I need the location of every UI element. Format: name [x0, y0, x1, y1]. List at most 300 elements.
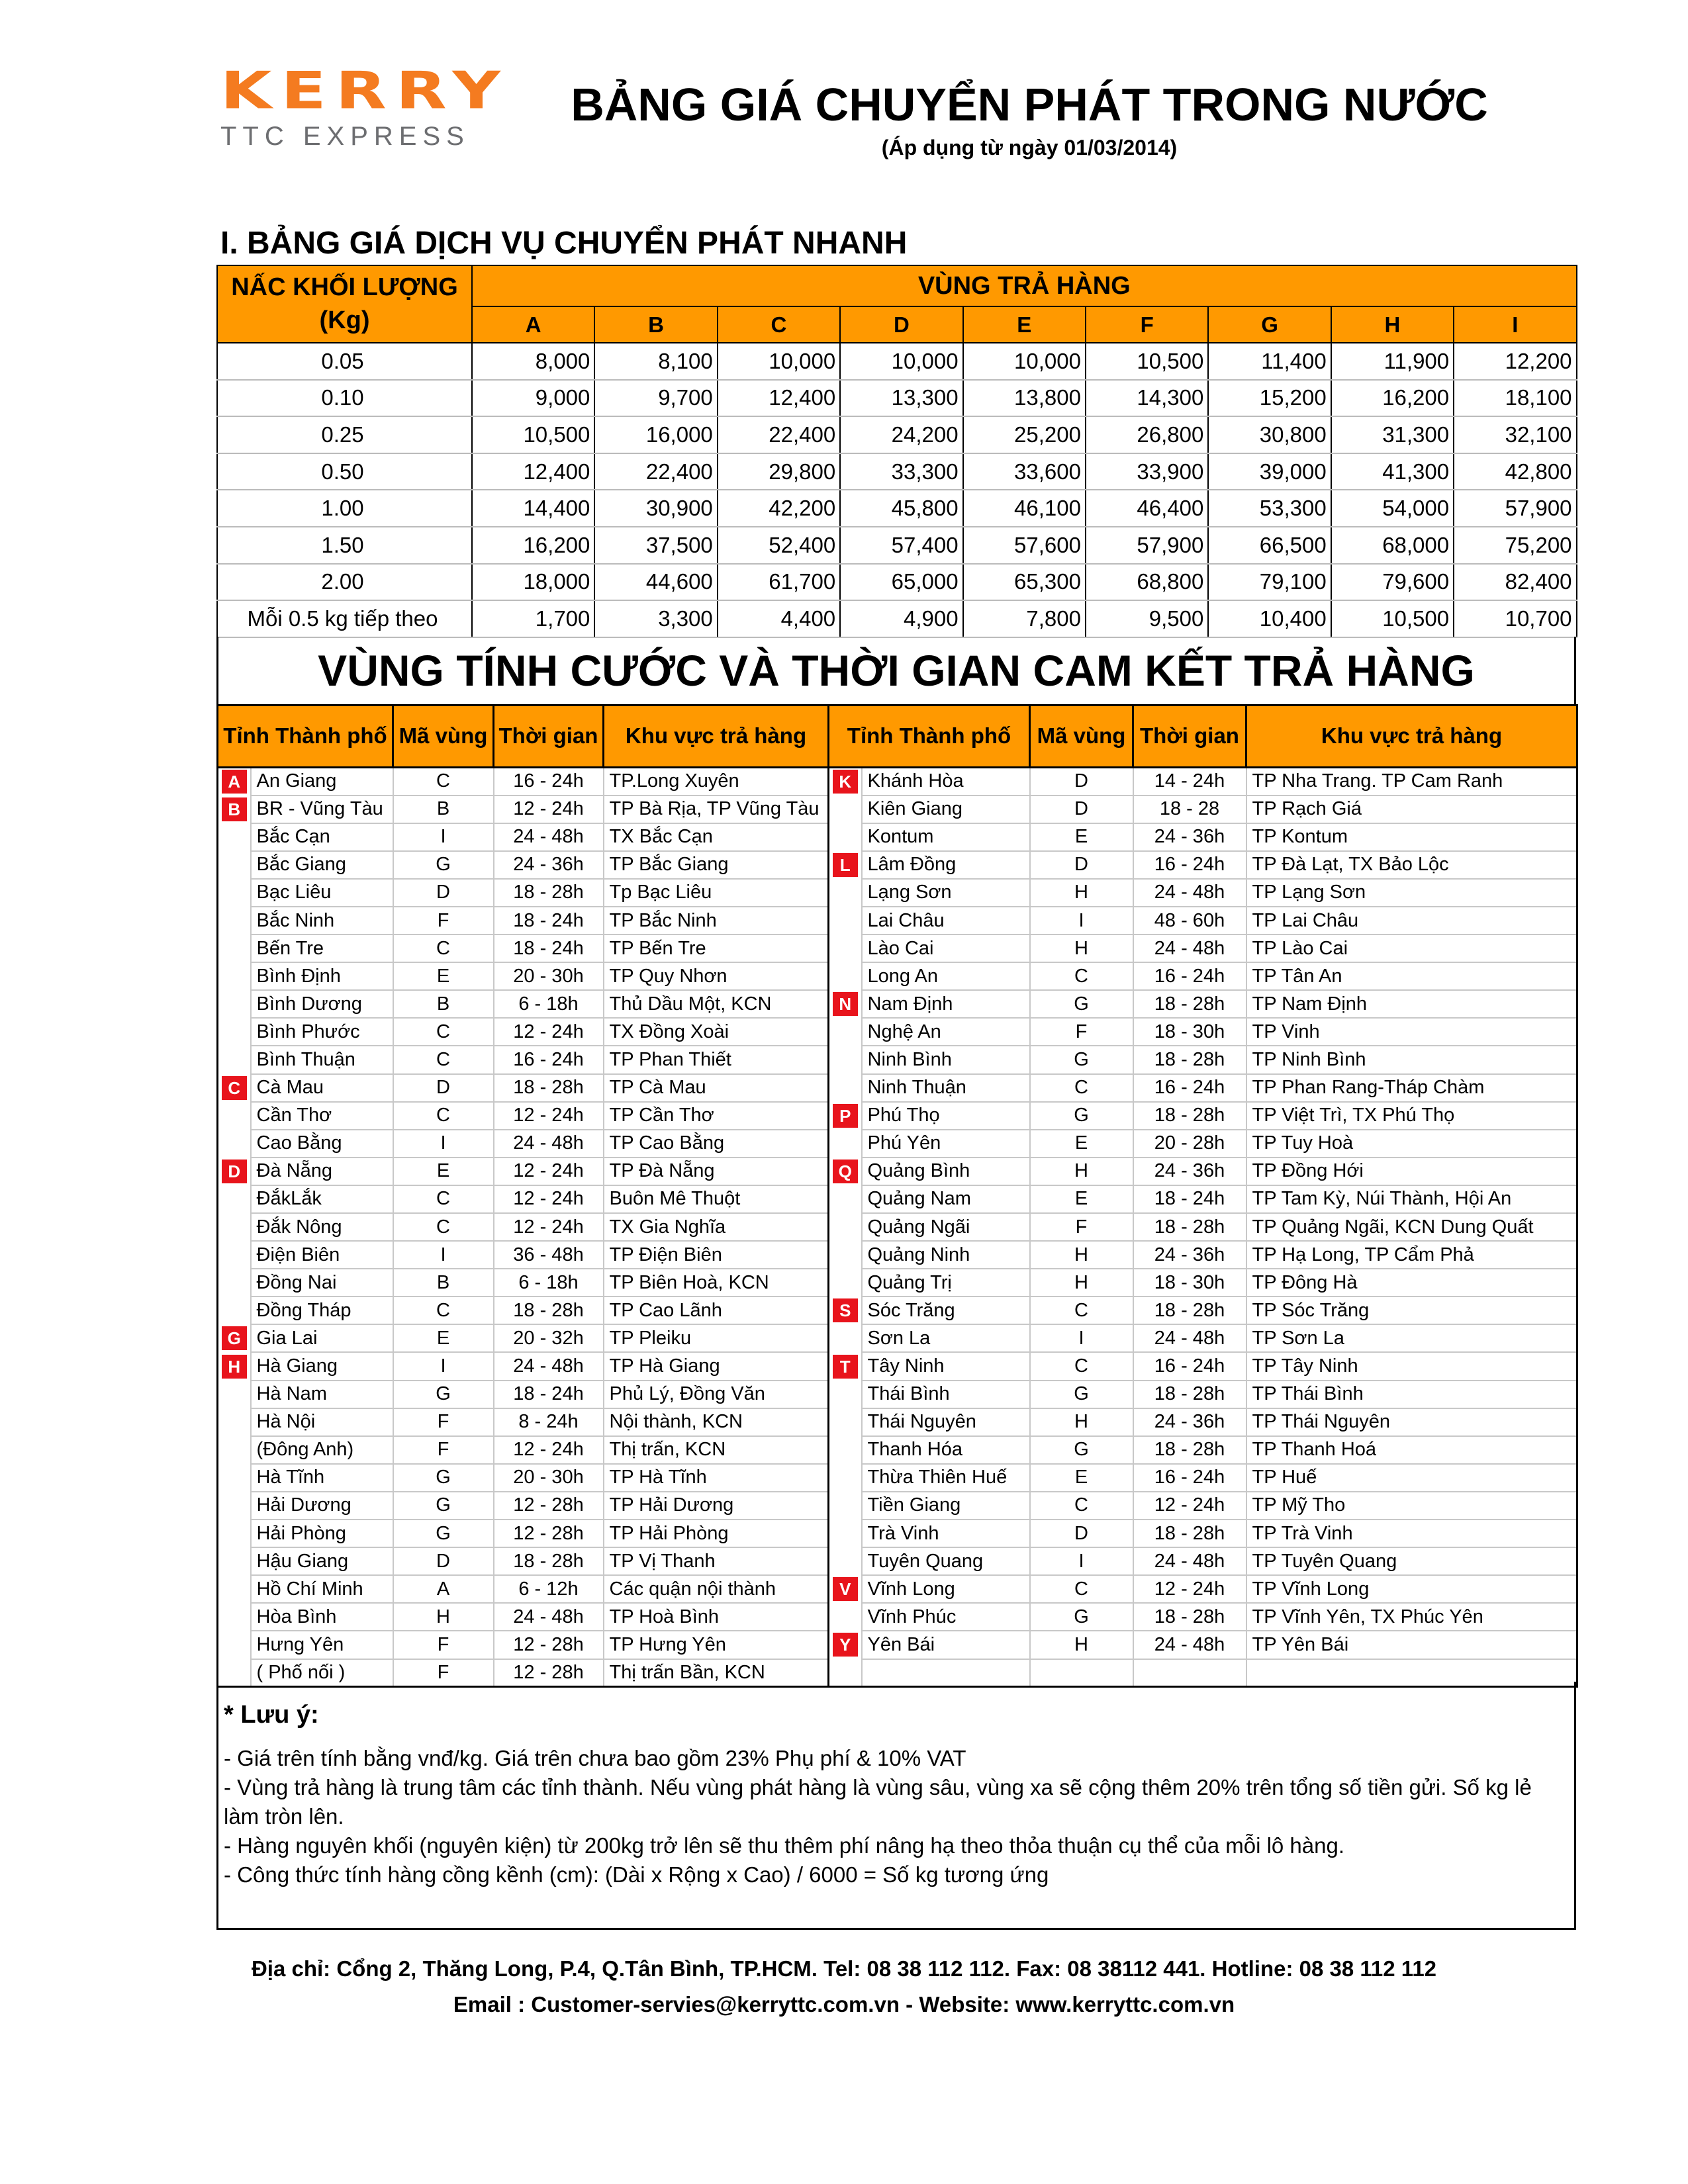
zone-code-cell: H — [1030, 1269, 1133, 1297]
delivery-area-cell: TP.Long Xuyên — [604, 768, 829, 796]
price-cell: 79,600 — [1331, 564, 1454, 601]
province-cell: Hà Tĩnh — [251, 1464, 393, 1492]
table-row — [218, 879, 1577, 907]
delivery-time-cell: 18 - 28h — [1133, 990, 1246, 1018]
letter-cell — [829, 1492, 862, 1520]
delivery-area-cell: TX Gia Nghĩa — [604, 1213, 829, 1241]
delivery-time-cell: 24 - 48h — [1133, 1547, 1246, 1575]
letter-cell — [218, 934, 251, 962]
table-row — [218, 934, 1577, 962]
province-cell: An Giang — [251, 768, 393, 796]
weight-cell: 0.10 — [217, 380, 472, 417]
delivery-time-cell: 12 - 28h — [494, 1631, 604, 1659]
price-cell: 18,000 — [472, 564, 594, 601]
zone-code-cell: I — [393, 1241, 494, 1269]
zone-code-cell: F — [393, 1436, 494, 1464]
delivery-area-cell: TP Vị Thanh — [604, 1547, 829, 1575]
province-cell: Thừa Thiên Huế — [862, 1464, 1030, 1492]
delivery-time-cell: 18 - 24h — [494, 934, 604, 962]
delivery-time-cell: 12 - 24h — [494, 796, 604, 823]
delivery-time-cell: 20 - 30h — [494, 1464, 604, 1492]
price-row — [217, 380, 1577, 417]
letter-badge: T — [833, 1355, 858, 1379]
price-row — [217, 453, 1577, 490]
zone-code-cell: D — [1030, 796, 1133, 823]
letter-cell — [218, 1130, 251, 1158]
delivery-time-cell: 24 - 48h — [494, 1130, 604, 1158]
price-cell: 57,900 — [1086, 527, 1208, 564]
price-cell: 57,400 — [840, 527, 962, 564]
letter-cell — [218, 1185, 251, 1213]
zone-code-cell: I — [393, 823, 494, 851]
letter-cell — [829, 1185, 862, 1213]
delivery-time-cell: 12 - 24h — [1133, 1575, 1246, 1603]
zone-code-cell: H — [1030, 1631, 1133, 1659]
delivery-area-cell: TP Hạ Long, TP Cẩm Phả — [1246, 1241, 1577, 1269]
province-cell: Lai Châu — [862, 907, 1030, 934]
delivery-time-cell: 14 - 24h — [1133, 768, 1246, 796]
delivery-time-cell: 16 - 24h — [494, 1046, 604, 1073]
table-row — [218, 1575, 1577, 1603]
zone-code-cell: I — [1030, 1324, 1133, 1352]
province-cell: Long An — [862, 962, 1030, 990]
zone-code-cell: H — [1030, 1408, 1133, 1436]
zone-code-cell: C — [393, 1018, 494, 1046]
delivery-time-cell: 18 - 24h — [494, 1381, 604, 1408]
zone-code-cell: C — [1030, 1352, 1133, 1380]
zone-table-header: Thời gian — [1133, 705, 1246, 768]
delivery-time-cell: 12 - 24h — [494, 1018, 604, 1046]
table-row — [218, 1408, 1577, 1436]
letter-cell — [829, 1464, 862, 1492]
province-cell: Khánh Hòa — [862, 768, 1030, 796]
province-cell: Hải Phòng — [251, 1520, 393, 1547]
delivery-area-cell: TP Lai Châu — [1246, 907, 1577, 934]
price-cell: 46,400 — [1086, 490, 1208, 527]
letter-cell — [218, 879, 251, 907]
delivery-area-cell: TP Tân An — [1246, 962, 1577, 990]
kerry-logo — [220, 60, 512, 152]
letter-cell — [218, 1046, 251, 1073]
zone-code-cell: H — [393, 1603, 494, 1631]
price-row — [217, 416, 1577, 453]
zone-table — [216, 704, 1578, 1688]
zone-code-cell: I — [393, 1130, 494, 1158]
delivery-area-cell: TP Đồng Hới — [1246, 1158, 1577, 1185]
zone-code-cell: H — [1030, 1241, 1133, 1269]
page-title: BẢNG GIÁ CHUYỂN PHÁT TRONG NƯỚC — [571, 79, 1488, 130]
province-cell: Điện Biên — [251, 1241, 393, 1269]
delivery-area-cell: TP Hà Tĩnh — [604, 1464, 829, 1492]
weight-cell: 0.50 — [217, 453, 472, 490]
zone-code-cell: G — [393, 1464, 494, 1492]
province-cell: ĐắkLắk — [251, 1185, 393, 1213]
note-item: - Giá trên tính bằng vnđ/kg. Giá trên chưa bao gồm 23% Phụ phí & 10% VAT — [224, 1746, 966, 1770]
delivery-area-cell: TP Lạng Sơn — [1246, 879, 1577, 907]
letter-cell — [218, 962, 251, 990]
delivery-time-cell: 18 - 30h — [1133, 1018, 1246, 1046]
table-row — [218, 1381, 1577, 1408]
delivery-time-cell: 18 - 28h — [494, 1297, 604, 1324]
zone-code-cell: E — [1030, 1130, 1133, 1158]
zone-code-cell: E — [1030, 823, 1133, 851]
delivery-area-cell: TP Ninh Bình — [1246, 1046, 1577, 1073]
zone-code-cell: G — [1030, 1603, 1133, 1631]
delivery-time-cell: 24 - 36h — [1133, 1408, 1246, 1436]
zone-table-header: Tỉnh Thành phố — [218, 705, 393, 768]
province-cell: Cao Bằng — [251, 1130, 393, 1158]
price-cell: 1,700 — [472, 600, 594, 637]
price-cell: 29,800 — [718, 453, 840, 490]
zone-code-cell: F — [393, 1631, 494, 1659]
province-cell: Quảng Ngãi — [862, 1213, 1030, 1241]
letter-cell — [829, 1381, 862, 1408]
letter-cell — [829, 1130, 862, 1158]
province-cell: Quảng Nam — [862, 1185, 1030, 1213]
delivery-area-cell: TP Bắc Ninh — [604, 907, 829, 934]
province-cell: Đà Nẵng — [251, 1158, 393, 1185]
province-cell: Ninh Bình — [862, 1046, 1030, 1073]
price-cell: 10,500 — [1331, 600, 1454, 637]
table-row — [218, 1102, 1577, 1130]
zone-F: F — [1086, 306, 1208, 343]
letter-cell — [829, 1046, 862, 1073]
province-cell: Tây Ninh — [862, 1352, 1030, 1380]
zone-code-cell: G — [1030, 1381, 1133, 1408]
delivery-time-cell: 12 - 28h — [494, 1520, 604, 1547]
price-row — [217, 564, 1577, 601]
delivery-time-cell: 6 - 18h — [494, 1269, 604, 1297]
delivery-time-cell: 16 - 24h — [1133, 851, 1246, 879]
delivery-area-cell: TP Cao Bằng — [604, 1130, 829, 1158]
zone-code-cell: I — [393, 1352, 494, 1380]
zone-code-cell: G — [1030, 990, 1133, 1018]
weight-cell: 1.00 — [217, 490, 472, 527]
price-cell: 14,300 — [1086, 380, 1208, 417]
delivery-area-cell: TP Huế — [1246, 1464, 1577, 1492]
zone-code-cell: I — [1030, 1547, 1133, 1575]
price-cell: 7,800 — [963, 600, 1086, 637]
delivery-time-cell: 24 - 48h — [1133, 879, 1246, 907]
zone-code-cell: G — [1030, 1102, 1133, 1130]
table-row — [218, 962, 1577, 990]
delivery-time-cell: 18 - 24h — [1133, 1185, 1246, 1213]
delivery-time-cell: 36 - 48h — [494, 1241, 604, 1269]
price-cell: 9,700 — [594, 380, 717, 417]
province-cell: Thanh Hóa — [862, 1436, 1030, 1464]
weight-header: NẤC KHỐI LƯỢNG (Kg) — [217, 265, 472, 343]
price-cell: 65,300 — [963, 564, 1086, 601]
zone-I: I — [1454, 306, 1576, 343]
delivery-time-cell: 24 - 36h — [1133, 1241, 1246, 1269]
zone-code-cell: F — [1030, 1018, 1133, 1046]
table-row — [218, 1297, 1577, 1324]
delivery-time-cell: 18 - 28h — [1133, 1046, 1246, 1073]
province-cell: Hà Nội — [251, 1408, 393, 1436]
zone-code-cell: G — [393, 1520, 494, 1547]
price-cell: 30,900 — [594, 490, 717, 527]
delivery-area-cell: Các quận nội thành — [604, 1575, 829, 1603]
delivery-area-cell: TX Đồng Xoài — [604, 1018, 829, 1046]
letter-cell — [218, 1213, 251, 1241]
price-cell: 10,000 — [718, 343, 840, 380]
price-cell: 39,000 — [1208, 453, 1331, 490]
zone-code-cell: G — [393, 1381, 494, 1408]
letter-cell — [218, 1631, 251, 1659]
table-row — [218, 1130, 1577, 1158]
letter-cell — [218, 1436, 251, 1464]
letter-cell — [829, 934, 862, 962]
delivery-area-cell: Tp Bạc Liêu — [604, 879, 829, 907]
delivery-time-cell: 18 - 28h — [494, 1547, 604, 1575]
delivery-time-cell: 18 - 24h — [494, 907, 604, 934]
price-cell: 68,800 — [1086, 564, 1208, 601]
zone-table-header: Mã vùng — [1030, 705, 1133, 768]
province-cell: (Đông Anh) — [251, 1436, 393, 1464]
delivery-area-cell: TP Hải Dương — [604, 1492, 829, 1520]
zone-code-cell: C — [1030, 962, 1133, 990]
zone-code-cell: C — [1030, 1492, 1133, 1520]
province-cell: Bình Dương — [251, 990, 393, 1018]
delivery-area-cell: TP Thái Nguyên — [1246, 1408, 1577, 1436]
zone-code-cell: C — [1030, 1575, 1133, 1603]
price-cell: 68,000 — [1331, 527, 1454, 564]
price-cell: 12,400 — [472, 453, 594, 490]
zone-E: E — [963, 306, 1086, 343]
province-cell: Vĩnh Long — [862, 1575, 1030, 1603]
table-row — [218, 823, 1577, 851]
price-cell: 10,400 — [1208, 600, 1331, 637]
delivery-time-cell: 18 - 28h — [1133, 1213, 1246, 1241]
letter-badge: L — [833, 853, 858, 877]
letter-cell — [218, 1520, 251, 1547]
delivery-time-cell: 18 - 28h — [494, 879, 604, 907]
delivery-time-cell: 12 - 28h — [494, 1492, 604, 1520]
zone-code-cell: C — [393, 1046, 494, 1073]
delivery-area-cell: Buôn Mê Thuột — [604, 1185, 829, 1213]
letter-cell — [218, 823, 251, 851]
zone-code-cell: H — [1030, 879, 1133, 907]
delivery-area-cell: TP Phan Thiết — [604, 1046, 829, 1073]
letter-cell — [829, 851, 862, 879]
table-row — [218, 1241, 1577, 1269]
province-cell: Trà Vinh — [862, 1520, 1030, 1547]
delivery-area-cell: TP Rạch Giá — [1246, 796, 1577, 823]
zone-code-cell: E — [393, 962, 494, 990]
zone-code-cell: G — [1030, 1436, 1133, 1464]
price-cell: 4,400 — [718, 600, 840, 637]
delivery-area-cell: TP Việt Trì, TX Phú Thọ — [1246, 1102, 1577, 1130]
zone-table-header: Mã vùng — [393, 705, 494, 768]
effective-date: (Áp dụng từ ngày 01/03/2014) — [881, 136, 1178, 159]
zone-code-cell: E — [1030, 1185, 1133, 1213]
province-cell: Hà Giang — [251, 1352, 393, 1380]
letter-cell — [829, 907, 862, 934]
province-cell: Quảng Trị — [862, 1269, 1030, 1297]
weight-cell: 2.00 — [217, 564, 472, 601]
delivery-area-cell: TP Bà Rịa, TP Vũng Tàu — [604, 796, 829, 823]
letter-badge: D — [222, 1160, 247, 1183]
delivery-time-cell: 18 - 28h — [1133, 1102, 1246, 1130]
letter-cell — [218, 768, 251, 796]
delivery-time-cell: 18 - 28h — [1133, 1381, 1246, 1408]
province-cell: Đắk Nông — [251, 1213, 393, 1241]
delivery-time-cell: 24 - 48h — [1133, 934, 1246, 962]
letter-badge: G — [222, 1326, 247, 1350]
zone-code-cell: G — [1030, 1046, 1133, 1073]
delivery-time-cell: 24 - 48h — [494, 1352, 604, 1380]
delivery-area-cell: TP Tam Kỳ, Núi Thành, Hội An — [1246, 1185, 1577, 1213]
letter-cell — [829, 1324, 862, 1352]
table-row — [218, 1492, 1577, 1520]
letter-cell — [218, 907, 251, 934]
letter-cell — [218, 1324, 251, 1352]
letter-badge: C — [222, 1076, 247, 1100]
zone-code-cell: F — [393, 1408, 494, 1436]
footer-address: Địa chỉ: Cổng 2, Thăng Long, P.4, Q.Tân Bình, TP.HCM. Tel: 08 38 112 112. Fax: 08 38112 441. Hotline: 08 38 112 112 — [251, 1956, 1437, 1981]
delivery-time-cell: 20 - 30h — [494, 962, 604, 990]
price-cell: 66,500 — [1208, 527, 1331, 564]
delivery-time-cell: 20 - 28h — [1133, 1130, 1246, 1158]
delivery-area-cell: TX Bắc Cạn — [604, 823, 829, 851]
delivery-area-cell: TP Đà Lạt, TX Bảo Lộc — [1246, 851, 1577, 879]
delivery-area-cell: TP Bắc Giang — [604, 851, 829, 879]
weight-cell: 1.50 — [217, 527, 472, 564]
province-cell: Lâm Đồng — [862, 851, 1030, 879]
province-cell: Hưng Yên — [251, 1631, 393, 1659]
price-cell: 15,200 — [1208, 380, 1331, 417]
letter-cell — [829, 1575, 862, 1603]
province-cell: Đồng Nai — [251, 1269, 393, 1297]
zone-D: D — [840, 306, 962, 343]
zone-code-cell: D — [393, 1074, 494, 1102]
table-row — [218, 907, 1577, 934]
delivery-area-cell: TP Sóc Trăng — [1246, 1297, 1577, 1324]
letter-cell — [218, 1575, 251, 1603]
zone-code-cell: D — [393, 879, 494, 907]
weight-cell: Mỗi 0.5 kg tiếp theo — [217, 600, 472, 637]
delivery-time-cell: 24 - 48h — [1133, 1324, 1246, 1352]
zone-code-cell: H — [1030, 934, 1133, 962]
delivery-time-cell: 24 - 48h — [494, 823, 604, 851]
delivery-time-cell: 24 - 48h — [1133, 1631, 1246, 1659]
price-cell: 82,400 — [1454, 564, 1576, 601]
province-cell: Hà Nam — [251, 1381, 393, 1408]
province-cell: Cần Thơ — [251, 1102, 393, 1130]
letter-badge: V — [833, 1577, 858, 1601]
notes — [216, 1682, 1576, 1930]
delivery-area-cell: TP Nam Định — [1246, 990, 1577, 1018]
price-cell: 10,500 — [472, 416, 594, 453]
price-cell: 57,600 — [963, 527, 1086, 564]
letter-cell — [829, 1520, 862, 1547]
price-cell: 9,000 — [472, 380, 594, 417]
delivery-time-cell: 6 - 18h — [494, 990, 604, 1018]
price-cell: 8,100 — [594, 343, 717, 380]
province-cell: Vĩnh Phúc — [862, 1603, 1030, 1631]
table-row — [218, 1018, 1577, 1046]
price-cell: 79,100 — [1208, 564, 1331, 601]
delivery-area-cell: TP Vĩnh Long — [1246, 1575, 1577, 1603]
province-cell: Nam Định — [862, 990, 1030, 1018]
delivery-area-cell: Thị trấn Bần, KCN — [604, 1659, 829, 1687]
zone-table-header: Thời gian — [494, 705, 604, 768]
price-cell: 10,700 — [1454, 600, 1576, 637]
zone-code-cell: A — [393, 1575, 494, 1603]
table-row — [218, 1324, 1577, 1352]
delivery-time-cell: 48 - 60h — [1133, 907, 1246, 934]
price-cell: 41,300 — [1331, 453, 1454, 490]
province-cell: Bình Định — [251, 962, 393, 990]
table-row — [218, 1185, 1577, 1213]
delivery-area-cell: TP Sơn La — [1246, 1324, 1577, 1352]
price-cell: 10,500 — [1086, 343, 1208, 380]
price-cell: 12,400 — [718, 380, 840, 417]
delivery-time-cell: 16 - 24h — [1133, 1352, 1246, 1380]
zone-table-header: Tỉnh Thành phố — [829, 705, 1030, 768]
zone-code-cell: C — [393, 1213, 494, 1241]
delivery-time-cell: 12 - 24h — [1133, 1492, 1246, 1520]
price-cell: 44,600 — [594, 564, 717, 601]
table-row — [218, 1352, 1577, 1380]
delivery-time-cell: 16 - 24h — [1133, 962, 1246, 990]
zone-code-cell: F — [393, 1659, 494, 1687]
province-cell: Hậu Giang — [251, 1547, 393, 1575]
table-row — [218, 1074, 1577, 1102]
table-row — [218, 990, 1577, 1018]
zone-code-cell: C — [393, 1185, 494, 1213]
letter-cell — [829, 1631, 862, 1659]
letter-cell — [829, 1436, 862, 1464]
province-cell: Hòa Bình — [251, 1603, 393, 1631]
letter-badge: Q — [833, 1160, 858, 1183]
price-cell: 42,800 — [1454, 453, 1576, 490]
letter-cell — [829, 1074, 862, 1102]
delivery-time-cell: 24 - 36h — [494, 851, 604, 879]
footer — [0, 1951, 1688, 2023]
price-cell: 4,900 — [840, 600, 962, 637]
price-cell: 14,400 — [472, 490, 594, 527]
letter-cell — [829, 768, 862, 796]
zone-C: C — [718, 306, 840, 343]
letter-cell — [829, 1603, 862, 1631]
letter-cell — [829, 1158, 862, 1185]
delivery-time-cell: 6 - 12h — [494, 1575, 604, 1603]
letter-cell — [218, 1018, 251, 1046]
delivery-area-cell: TP Vĩnh Yên, TX Phúc Yên — [1246, 1603, 1577, 1631]
note-item: - Vùng trả hàng là trung tâm các tỉnh thành. Nếu vùng phát hàng là vùng sâu, vùng xa sẽ cộng thêm 20% trên tổng số tiền gửi. Số kg lẻ làm tròn lên. — [224, 1775, 1532, 1829]
zone-code-cell: B — [393, 796, 494, 823]
table-row — [218, 1603, 1577, 1631]
price-cell: 10,000 — [963, 343, 1086, 380]
delivery-area-cell: TP Hải Phòng — [604, 1520, 829, 1547]
zone-code-cell: D — [1030, 768, 1133, 796]
price-cell: 16,200 — [1331, 380, 1454, 417]
price-row — [217, 600, 1577, 637]
letter-cell — [829, 962, 862, 990]
province-cell: Hồ Chí Minh — [251, 1575, 393, 1603]
price-cell: 13,300 — [840, 380, 962, 417]
letter-cell — [218, 1464, 251, 1492]
letter-cell — [218, 1603, 251, 1631]
zone-H: H — [1331, 306, 1454, 343]
province-cell: Bắc Cạn — [251, 823, 393, 851]
letter-badge: P — [833, 1104, 858, 1128]
province-cell: Bến Tre — [251, 934, 393, 962]
price-cell: 65,000 — [840, 564, 962, 601]
price-cell: 54,000 — [1331, 490, 1454, 527]
delivery-area-cell: TP Kontum — [1246, 823, 1577, 851]
